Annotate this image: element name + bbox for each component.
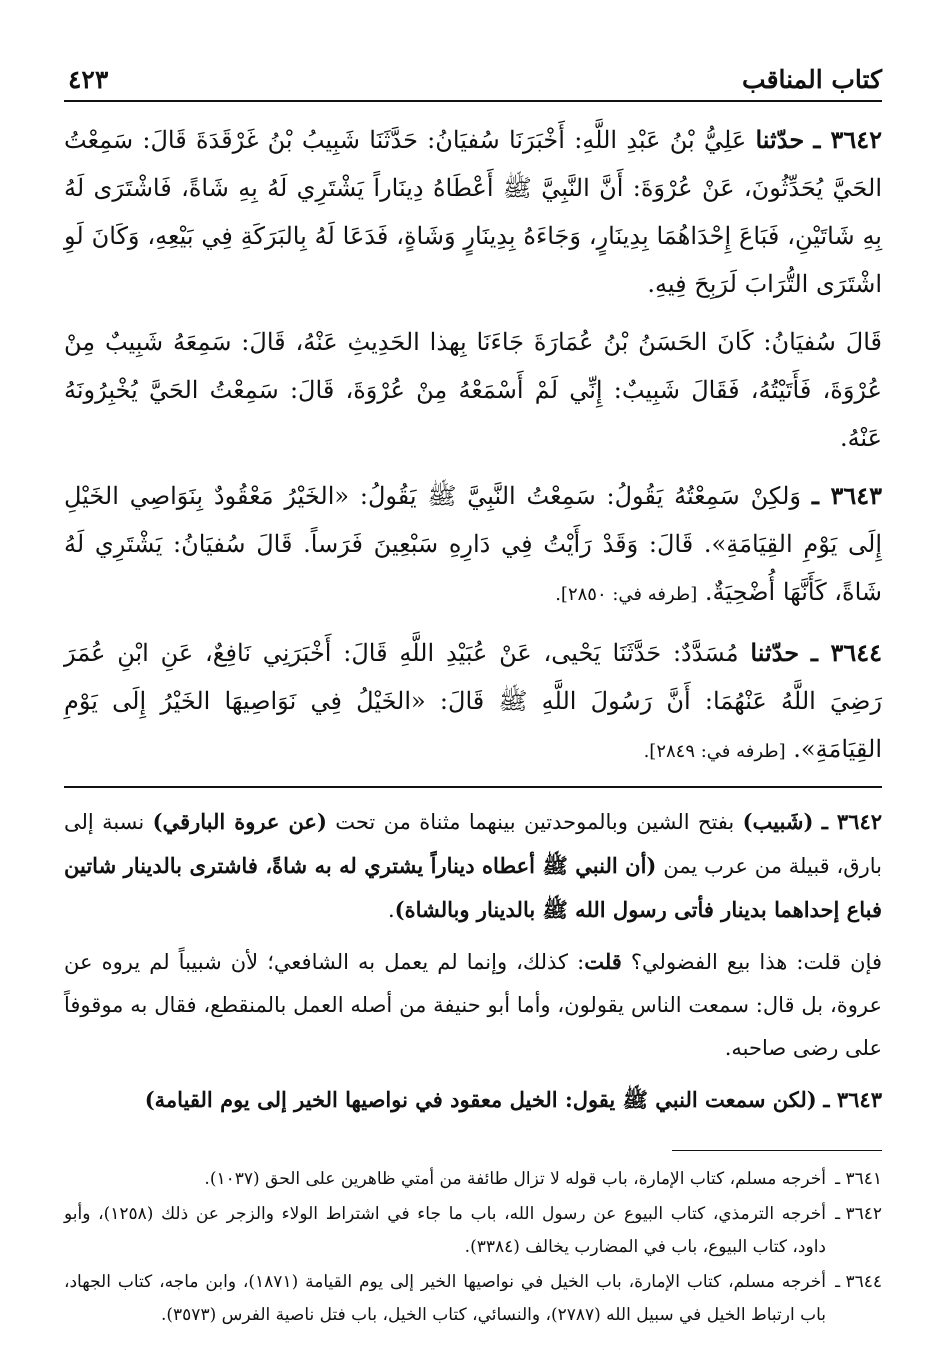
- commentary-term: (أن النبي ﷺ أعطاه ديناراً يشتري له به شاةً، فاشترى بالدينار شاتين فباع إحداهما بدينار فأتى رسول الله ﷺ بالدينار وبالشاة): [64, 853, 882, 922]
- commentary-text: بفتح الشين وبالموحدتين بينهما مثناة من تحت: [326, 810, 743, 834]
- hadith-number: ٣٦٤٢ ـ: [813, 125, 882, 154]
- cross-reference: [طرفه في: ٢٨٤٩].: [643, 741, 786, 762]
- commentary-text: : كذلك، وإنما لم يعمل به الشافعي؛ لأن شبيباً لم يروه عن عروة، بل قال: سمعت الناس يقولون، وأما أبو حنيفة من أصله العمل بالمنقطع، فقال به موقوفاً على رضى صاحبه.: [64, 950, 882, 1060]
- footnote: [64, 1163, 882, 1196]
- commentary-text: .: [387, 898, 395, 922]
- commentary-section: [64, 800, 882, 1122]
- footnotes-section: [64, 1163, 882, 1332]
- page-header: [64, 50, 882, 102]
- footnote: [64, 1266, 882, 1332]
- commentary-term: (عن عروة البارقي): [152, 809, 327, 834]
- page-number: ٤٢٣: [68, 65, 109, 94]
- commentary-paragraph: [64, 940, 882, 1070]
- footnote-number: ٣٦٤٤ ـ: [835, 1272, 882, 1292]
- commentary-divider: [64, 786, 882, 788]
- commentary-term: قلت: [584, 949, 622, 974]
- footnote-text: أخرجه الترمذي، كتاب البيوع عن رسول الله، باب ما جاء في اشتراط الولاء والزجر عن ذلك (١٢٥٨)، وأبو داود، كتاب البيوع، باب في المضارب يخالف (٣٣٨٤).: [64, 1204, 826, 1257]
- commentary-paragraph: [64, 1078, 882, 1122]
- hadith-body: عَلِيُّ بْنُ عَبْدِ اللَّهِ: أَخْبَرَنَا سُفيَانُ: حَدَّثَنَا شَبِيبُ بْنُ غَرْقَدَةَ قَالَ: سَمِعْتُ الحَيَّ يُحَدِّثُونَ، عَنْ عُرْوَةَ: أَنَّ النَّبِيَّ ﷺ أَعْطَاهُ دِينَاراً يَشْتَرِي لَهُ بِهِ شَاةً، فَاشْتَرَى لَهُ بِهِ شَاتَيْنِ، فَبَاعَ إِحْدَاهُمَا بِدِينَارٍ، وَجَاءَهُ بِدِينَارٍ وَشَاةٍ، فَدَعَا لَهُ بِالبَرَكَةِ فِي بَيْعِهِ، وَكَانَ لَوِ اشْتَرَى التُّرَابَ لَرَبِحَ فِيهِ.: [64, 126, 882, 298]
- hadith-body: قَالَ سُفيَانُ: كَانَ الحَسَنُ بْنُ عُمَارَةَ جَاءَنَا بِهذا الحَدِيثِ عَنْهُ، قَالَ: سَمِعَهُ شَبِيبٌ مِنْ عُرْوَةَ، فَأَتَيْتُهُ، فَقَالَ شَبِيبٌ: إِنِّي لَمْ أَسْمَعْهُ مِنْ عُرْوَةَ، قَالَ: سَمِعْتُ الحَيَّ يُخْبِرُونَهُ عَنْهُ.: [64, 328, 883, 452]
- commentary-term: (شَبيب): [742, 809, 814, 834]
- hadith-lead: حدّثنا: [750, 638, 800, 667]
- hadith-paragraph: [64, 116, 882, 308]
- hadith-paragraph: [64, 629, 882, 776]
- commentary-term: (لكن سمعت النبي ﷺ يقول: الخيل معقود في نواصيها الخير إلى يوم القيامة): [144, 1087, 817, 1112]
- cross-reference: [طرفه في: ٢٨٥٠].: [555, 584, 698, 605]
- hadith-body: وَلكِنْ سَمِعْتُهُ يَقُولُ: سَمِعْتُ النَّبِيَّ ﷺ يَقُولُ: «الخَيْرُ مَعْقُودٌ بِنَوَاصِي الخَيْلِ إِلَى يَوْمِ القِيَامَةِ». قَالَ: وَقَدْ رَأَيْتُ فِي دَارِهِ سَبْعِينَ فَرَساً. قَالَ سُفيَانُ: يَشْتَرِي لَهُ شَاةً، كَأَنَّهَا أُضْحِيَةٌ.: [64, 482, 882, 606]
- footnote-number: ٣٦٤٢ ـ: [835, 1204, 882, 1224]
- hadith-paragraph: [64, 318, 882, 462]
- hadith-lead: حدّثنا: [755, 125, 805, 154]
- footnote-text: أخرجه مسلم، كتاب الإمارة، باب قوله لا تزال طائفة من أمتي ظاهرين على الحق (١٠٣٧).: [204, 1169, 826, 1189]
- hadith-text: [64, 116, 882, 776]
- footnote: [64, 1198, 882, 1264]
- footnote-rule: [672, 1150, 882, 1151]
- hadith-paragraph: [64, 472, 882, 619]
- footnote-number: ٣٦٤١ ـ: [835, 1169, 882, 1189]
- hadith-number: ٣٦٤٣ ـ: [811, 481, 882, 510]
- commentary-text: نسبة إلى بارق، قبيلة من عرب يمن: [64, 810, 882, 878]
- footnote-text: أخرجه مسلم، كتاب الإمارة، باب الخيل في نواصيها الخير إلى يوم القيامة (١٨٧١)، وابن ماجه، كتاب الجهاد، باب ارتباط الخيل في سبيل الله (٢٧٨٧)، والنسائي، كتاب الخيل، باب فتل ناصية الفرس (٣٥٧٣).: [64, 1272, 826, 1325]
- chapter-title: كتاب المناقب: [742, 65, 882, 94]
- book-page: [64, 50, 882, 1340]
- hadith-body: مُسَدَّدٌ: حَدَّثَنَا يَحْيى، عَنْ عُبَيْدِ اللَّهِ قَالَ: أَخْبَرَنِي نَافِعٌ، عَنِ ابْنِ عُمَرَ رَضِيَ اللَّهُ عَنْهُمَا: أَنَّ رَسُولَ اللَّهِ ﷺ قَالَ: «الخَيْلُ فِي نَوَاصِيهَا الخَيْرُ إِلَى يَوْمِ القِيَامَةِ».: [64, 639, 882, 763]
- commentary-number: ٣٦٤٢ ـ: [821, 809, 883, 834]
- commentary-text: فإن قلت: هذا بيع الفضولي؟: [621, 950, 882, 974]
- commentary-paragraph: [64, 800, 882, 932]
- hadith-number: ٣٦٤٤ ـ: [810, 638, 882, 667]
- commentary-number: ٣٦٤٣ ـ: [823, 1087, 882, 1112]
